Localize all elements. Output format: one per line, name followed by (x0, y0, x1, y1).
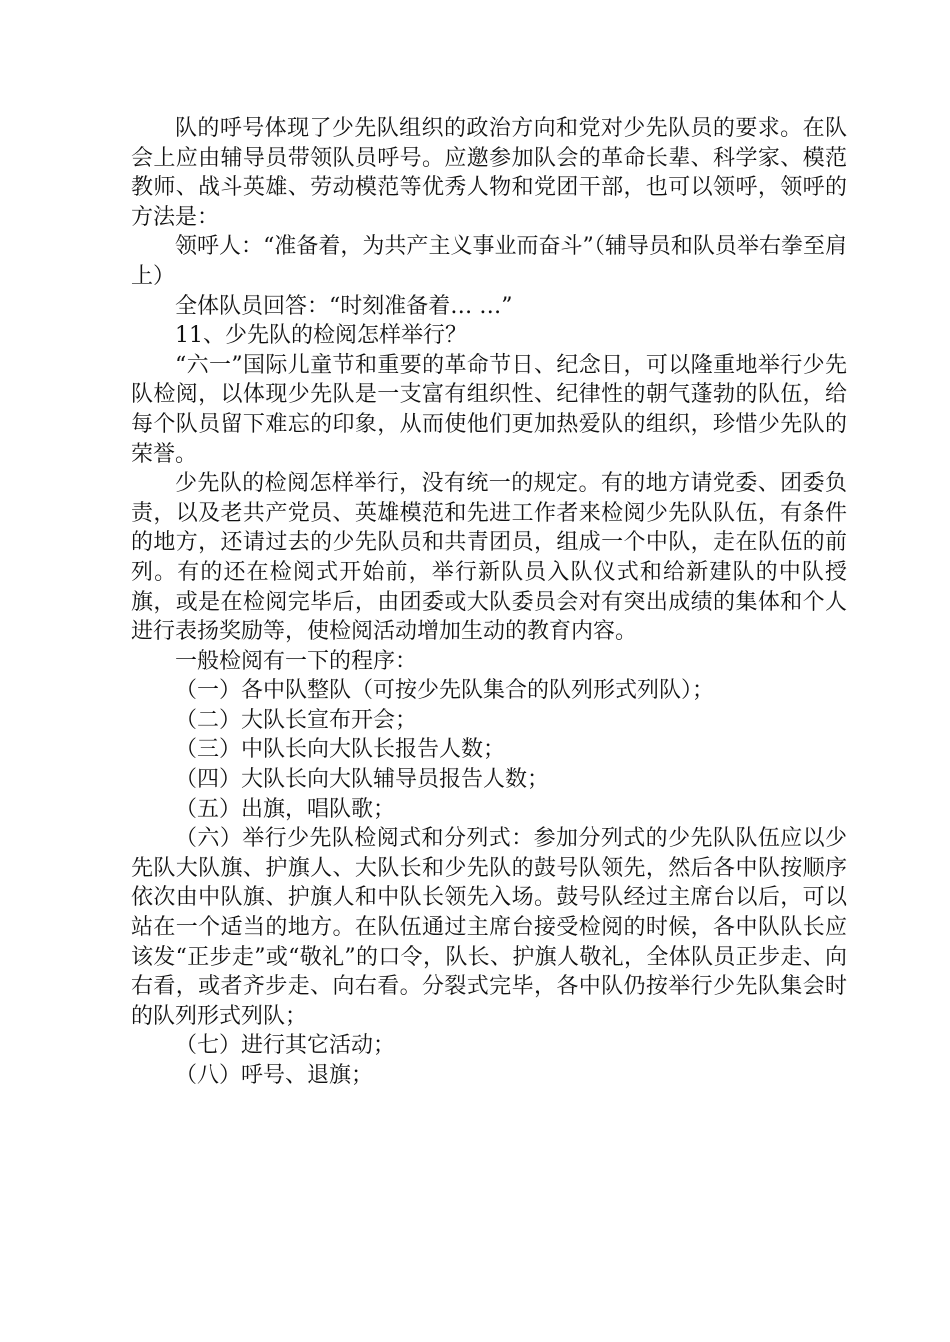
list-item-step-7: （七）进行其它活动； (175, 1033, 396, 1059)
list-item-step-6: （六）举行少先队检阅式和分列式：参加分列式的少先队队伍应以少先队大队旗、护旗人、大队长和少先队的鼓号队领先，然后各中队按顺序依次由中队旗、护旗人和中队长领先入场。鼓号队经过主席台以后，可以站在一个适当的地方。在队伍通过主席台接受检阅的时候，各中队队长应该发“正步走”或“敬礼”的口令，队长、护旗人敬礼，全体队员正步走、向右看，或者齐步走、向右看。分裂式完毕，各中队仍按举行少先队集会时的队列形式列队； (131, 826, 847, 1029)
list-item-step-1: （一）各中队整队（可按少先队集合的队列形式列队）； (175, 678, 715, 704)
list-item-step-2: （二）大队长宣布开会； (175, 707, 418, 733)
paragraph-leader-call: 领呼人：“准备着，为共产主义事业而奋斗”（辅导员和队员举右拳至肩上） (131, 234, 847, 289)
document-page (131, 114, 847, 1091)
paragraph-members-reply: 全体队员回答：“时刻准备着… …” (175, 293, 513, 319)
list-item-step-8: （八）呼号、退旗； (175, 1063, 374, 1088)
list-item-step-4: （四）大队长向大队辅导员报告人数； (175, 767, 550, 793)
paragraph-review-methods: 少先队的检阅怎样举行，没有统一的规定。有的地方请党委、团委负责，以及老共产党员、英雄模范和先进工作者来检阅少先队队伍，有条件的地方，还请过去的少先队员和共青团员，组成一个中队，走在队伍的前列。有的还在检阅式开始前，举行新队员入队仪式和给新建队的中队授旗，或是在检阅完毕后，由团委或大队委员会对有突出成绩的集体和个人进行表扬奖励等，使检阅活动增加生动的教育内容。 (131, 471, 847, 645)
list-item-step-5: （五）出旗，唱队歌； (175, 796, 396, 822)
paragraph-procedure-intro: 一般检阅有一下的程序： (175, 648, 418, 674)
list-item-step-3: （三）中队长向大队长报告人数； (175, 737, 506, 763)
paragraph-childrens-day: “六一”国际儿童节和重要的革命节日、纪念日，可以隆重地举行少先队检阅，以体现少先队是一支富有组织性、纪律性的朝气蓬勃的队伍，给每个队员留下难忘的印象，从而使他们更加热爱队的组织，珍惜少先队的荣誉。 (131, 352, 847, 467)
section-heading-11: 11、少先队的检阅怎样举行？ (175, 323, 467, 349)
paragraph-slogan-intro: 队的呼号体现了少先队组织的政治方向和党对少先队员的要求。在队会上应由辅导员带领队员呼号。应邀参加队会的革命长辈、科学家、模范教师、战斗英雄、劳动模范等优秀人物和党团干部，也可以领呼，领呼的方法是： (131, 116, 847, 230)
